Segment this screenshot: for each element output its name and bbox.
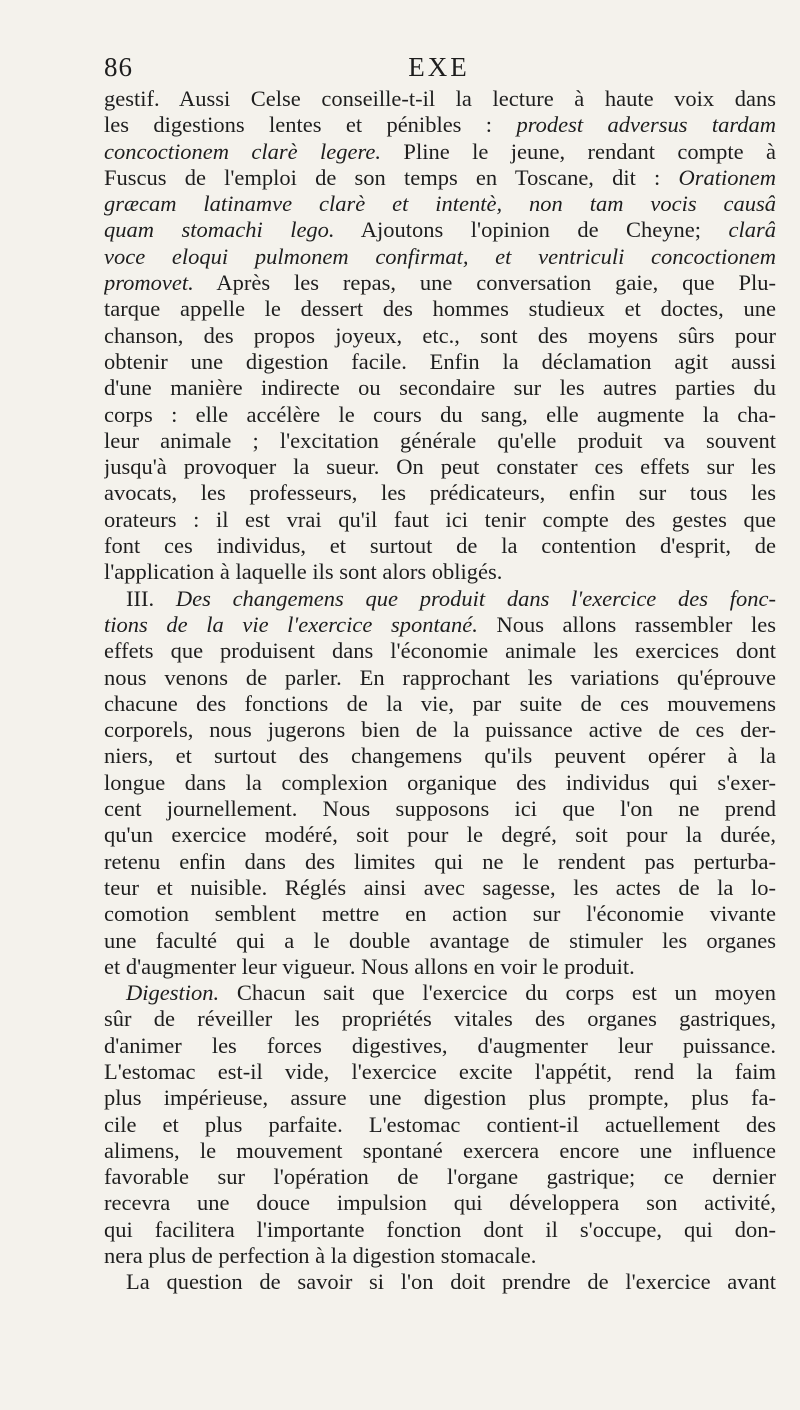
text-segment: gestif. Aussi Celse conseille-t-il la lecture à haute voix dans [104,86,776,111]
text-segment: l'application à laquelle ils sont alors obligés. [104,559,503,585]
text-line [104,717,776,743]
text-segment: effets que produisent dans l'économie animale les exercices dont [104,638,776,664]
italic-text-segment: græcam latinamve clarè et intentè, non tam vocis causâ [104,191,776,217]
text-segment: alimens, le mouvement spontané exercera encore une influence [104,1137,776,1163]
text-line [104,1164,776,1190]
text-segment: Nous allons rassembler les [477,611,776,637]
text-segment: d'une manière indirecte ou secondaire sur les autres parties du [104,375,776,401]
text-segment: retenu enfin dans des limites qui ne le rendent pas perturba- [104,848,776,874]
text-segment: Après les repas, une conversation gaie, que Plu- [193,270,776,296]
text-segment: III. [126,585,176,611]
text-segment: chanson, des propos joyeux, etc., sont des moyens sûrs pour [104,322,776,348]
text-line [104,586,776,612]
text-line [104,1190,776,1216]
text-line [104,1059,776,1085]
italic-text-segment: Orationem [678,164,776,190]
text-segment: Ajoutons l'opinion de Cheyne; [334,217,729,243]
italic-text-segment: promovet. [104,270,194,296]
italic-text-segment: quam stomachi lego. [104,217,335,243]
text-segment: La question de savoir si l'on doit prendre de l'exercice avant [126,1269,776,1295]
text-segment: tarque appelle le dessert des hommes studieux et doctes, une [104,296,776,322]
text-segment: teur et nuisible. Réglés ainsi avec sagesse, les actes de la lo- [104,874,776,900]
text-line [104,480,776,506]
italic-text-segment: Digestion. [126,980,220,1006]
text-line [104,507,776,533]
text-segment: niers, et surtout des changemens qu'ils peuvent opérer à la [104,743,776,769]
text-segment: obtenir une digestion facile. Enfin la déclamation agit aussi [104,348,776,374]
text-segment: corps : elle accélère le cours du sang, elle augmente la cha- [104,401,776,427]
running-header [104,52,774,86]
text-line [104,849,776,875]
text-segment: longue dans la complexion organique des individus qui s'exer- [104,769,776,795]
text-line [104,428,776,454]
italic-text-segment: clarâ [728,217,776,243]
text-segment: nous venons de parler. En rapprochant les variations qu'éprouve [104,664,776,690]
text-segment: L'estomac est-il vide, l'exercice excite l'appétit, rend la faim [104,1058,776,1084]
italic-text-segment: concoctionem clarè legere. [104,138,382,164]
text-line [104,612,776,638]
text-line [104,875,776,901]
text-line [104,559,776,585]
text-segment: les digestions lentes et pénibles : [104,112,517,138]
text-line [104,954,776,980]
text-line [104,1033,776,1059]
text-segment: sûr de réveiller les propriétés vitales des organes gastriques, [104,1006,776,1032]
text-line [104,375,776,401]
text-segment: avocats, les professeurs, les prédicateurs, enfin sur tous les [104,480,776,506]
text-segment: comotion semblent mettre en action sur l'économie vivante [104,901,776,927]
text-line [104,270,776,296]
text-line [104,691,776,717]
text-line [104,980,776,1006]
page-number: 86 [104,52,133,82]
text-segment: recevra une douce impulsion qui développera son activité, [104,1190,776,1216]
text-segment: Chacun sait que l'exercice du corps est un moyen [219,980,776,1006]
text-segment: nera plus de perfection à la digestion stomacale. [104,1243,537,1269]
text-line [104,191,776,217]
text-segment: jusqu'à provoquer la sueur. On peut constater ces effets sur les [104,454,776,480]
text-line [104,770,776,796]
italic-text-segment: voce eloqui pulmonem confirmat, et ventriculi concoctionem [104,243,776,269]
text-line [104,1269,776,1295]
text-line [104,349,776,375]
text-segment: et d'augmenter leur vigueur. Nous allons en voir le produit. [104,953,635,979]
text-line [104,112,776,138]
text-segment: qu'un exercice modéré, soit pour le degré, soit pour la durée, [104,822,776,848]
running-headword: EXE [408,52,470,82]
text-line [104,244,776,270]
text-line [104,928,776,954]
text-line [104,1217,776,1243]
text-line [104,1006,776,1032]
text-line [104,638,776,664]
text-line [104,139,776,165]
italic-text-segment: tions de la vie l'exercice spontané. [104,611,478,637]
text-line [104,1138,776,1164]
italic-text-segment: Des changemens que produit dans l'exercice des fonc- [175,585,776,611]
text-segment: orateurs : il est vrai qu'il faut ici tenir compte des gestes que [104,506,776,532]
text-line [104,665,776,691]
text-segment: corporels, nous jugerons bien de la puissance active de ces der- [104,717,776,743]
text-line [104,1085,776,1111]
body-text [104,86,776,1296]
text-line [104,743,776,769]
text-segment: favorable sur l'opération de l'organe gastrique; ce dernier [104,1164,776,1190]
text-segment: une faculté qui a le double avantage de stimuler les organes [104,927,776,953]
text-line [104,822,776,848]
italic-text-segment: prodest adversus tardam [516,112,776,138]
text-line [104,217,776,243]
text-line [104,533,776,559]
text-segment: plus impérieuse, assure une digestion plus prompte, plus fa- [104,1085,776,1111]
text-segment: font ces individus, et surtout de la contention d'esprit, de [104,533,776,559]
text-segment: cent journellement. Nous supposons ici que l'on ne prend [104,796,776,822]
text-line [104,454,776,480]
text-line [104,86,776,112]
text-line [104,402,776,428]
text-segment: chacune des fonctions de la vie, par suite de ces mouvemens [104,690,776,716]
text-segment: Pline le jeune, rendant compte à [381,138,776,164]
text-segment: cile et plus parfaite. L'estomac contient-il actuellement des [104,1111,776,1137]
text-line [104,323,776,349]
text-line [104,796,776,822]
text-line [104,1243,776,1269]
text-segment: leur animale ; l'excitation générale qu'elle produit va souvent [104,427,776,453]
text-segment: qui facilitera l'importante fonction dont il s'occupe, qui don- [104,1216,776,1242]
text-line [104,1112,776,1138]
text-segment: d'animer les forces digestives, d'augmenter leur puissance. [104,1032,776,1058]
text-line [104,165,776,191]
text-line [104,296,776,322]
text-segment: Fuscus de l'emploi de son temps en Toscane, dit : [104,164,679,190]
text-line [104,901,776,927]
